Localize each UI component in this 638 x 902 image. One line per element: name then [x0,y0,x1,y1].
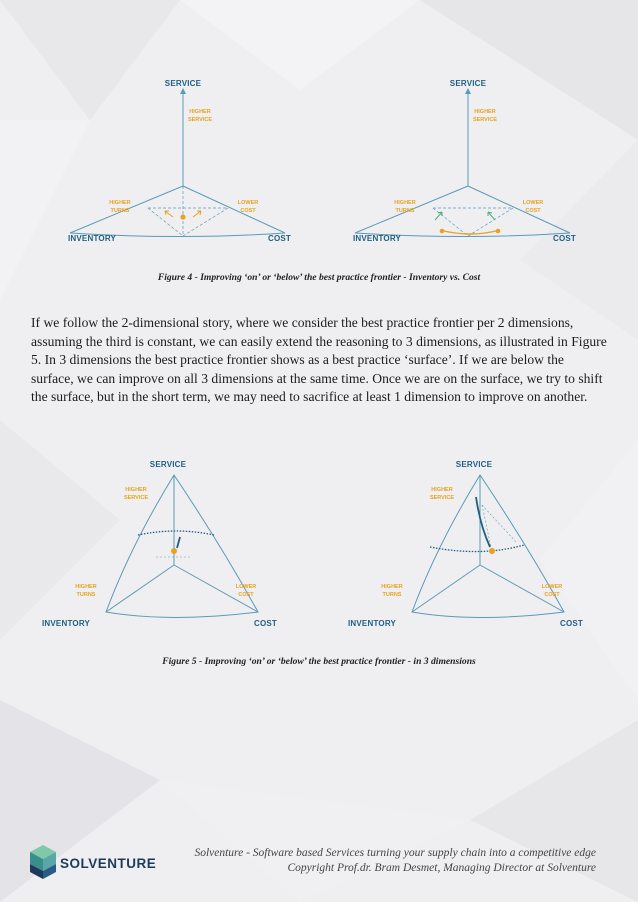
figure5-caption: Figure 5 - Improving ‘on’ or ‘below’ the best practice frontier - in 3 dimensions [162,656,476,667]
solventure-logo [30,845,160,881]
body-paragraph: If we follow the 2-dimensional story, where we consider the best practice frontier per 2 dimensions, assuming the third is constant, we can easily extend the reasoning to 3 dimensions, as illustrated in Figure 5. In 3 dimensions the best practice frontier shows as a best practice ‘surface’. If we are below the surface, we can improve on all 3 dimensions at the same time. Once we are on the surface, we try to shift the surface, but in the short term, we may need to sacrifice at least 1 dimension to improve on another. [31,315,607,404]
label-lower-cost-1: LOWER [541,584,563,590]
axis-label-service: SERVICE [449,80,487,88]
label-higher-turns-2: TURNS [110,208,130,214]
label-lower-cost-2: COST [240,208,256,214]
figure4-left-diagram [60,80,300,250]
axis-label-service: SERVICE [149,460,187,469]
figure5-left-diagram [36,455,286,635]
figure4-caption: Figure 4 - Improving ‘on’ or ‘below’ the best practice frontier - Inventory vs. Cost [157,272,481,283]
axis-label-cost: COST [553,234,577,243]
axis-label-service: SERVICE [455,460,493,469]
axis-label-inventory: INVENTORY [42,619,91,628]
label-higher-turns-2: TURNS [382,592,402,598]
label-higher-service-2: SERVICE [429,495,455,501]
label-lower-cost-2: COST [238,592,254,598]
axis-label-inventory: INVENTORY [353,234,402,243]
label-higher-service-1: HIGHER [125,487,147,493]
label-lower-cost-1: LOWER [237,200,259,206]
label-higher-turns-2: TURNS [395,208,415,214]
label-lower-cost-2: COST [525,208,541,214]
footer-line-2: Copyright Prof.dr. Bram Desmet, Managing Director at Solventure [287,862,596,874]
axis-label-cost: COST [254,619,278,628]
label-higher-service-1: HIGHER [431,487,453,493]
label-lower-cost-2: COST [544,592,560,598]
label-higher-turns-1: HIGHER [394,200,416,206]
label-higher-service-1: HIGHER [189,109,211,115]
figure5-right-diagram [342,455,592,635]
label-higher-turns-1: HIGHER [75,584,97,590]
logo-wordmark: SOLVENTURE [60,856,157,871]
axis-label-cost: COST [560,619,584,628]
label-higher-service-2: SERVICE [187,117,213,123]
label-higher-service-2: SERVICE [123,495,149,501]
label-lower-cost-1: LOWER [235,584,257,590]
label-higher-turns-1: HIGHER [109,200,131,206]
footer-line-1: Solventure - Software based Services turning your supply chain into a competitive edge [194,847,596,859]
figure4-right-diagram [345,80,585,250]
axis-label-inventory: INVENTORY [68,234,117,243]
footer-text [194,846,596,876]
axis-label-service: SERVICE [164,80,202,88]
axis-label-inventory: INVENTORY [348,619,397,628]
label-higher-turns-2: TURNS [76,592,96,598]
label-higher-service-1: HIGHER [474,109,496,115]
label-higher-service-2: SERVICE [472,117,498,123]
logo-cube-icon [30,845,56,879]
label-higher-turns-1: HIGHER [381,584,403,590]
label-lower-cost-1: LOWER [522,200,544,206]
axis-label-cost: COST [268,234,292,243]
